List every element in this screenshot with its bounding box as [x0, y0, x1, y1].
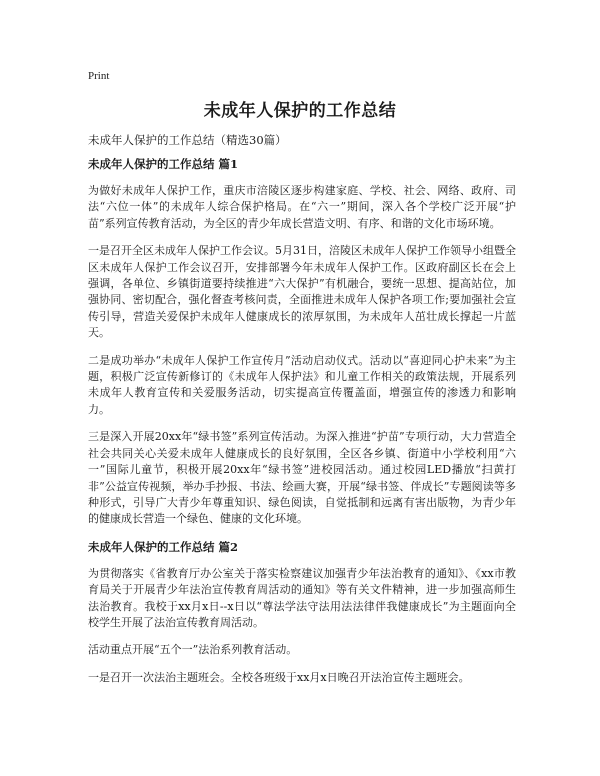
section-heading-1: 未成年人保护的工作总结 篇1: [88, 157, 239, 171]
paragraph: 为做好未成年人保护工作，重庆市涪陵区逐步构建家庭、学校、社会、网络、政府、司法“六位一体”的未成年人综合保护格局。在“六一”期间，深入各个学校广泛开展“护苗”系列宣传教育活动，为全区的青少年成长营造文明、有序、和谐的文化市场环境。: [88, 184, 516, 230]
paragraph: 一是召开一次法治主题班会。全校各班级于xx月x日晚召开法治宣传主题班会。: [88, 670, 470, 684]
page-title: 未成年人保护的工作总结: [203, 101, 397, 121]
document-body: [88, 156, 516, 697]
print-link[interactable]: Print: [88, 70, 110, 82]
section-heading-2: 未成年人保护的工作总结 篇2: [88, 539, 239, 554]
document-subtitle: 未成年人保护的工作总结（精选30篇）: [88, 133, 287, 147]
paragraph: 一是召开全区未成年人保护工作会议。5月31日，涪陵区未成年人保护工作领导小组暨全区未成年人保护工作会议召开，安排部署今年未成年人保护工作。区政府副区长在会上强调，各单位、乡镇街道要持续推进“六大保护”有机融合，要统一思想、提高站位，加强协同、密切配合，强化督查考核问责，全面推进未成年人保护各项工作;要加强社会宣传引导，营造关爱保护未成年人健康成长的浓厚氛围，为未成年人茁壮成长撑起一片蓝天。: [88, 244, 516, 340]
paragraph: 为贯彻落实《省教育厅办公室关于落实检察建议加强青少年法治教育的通知》、《xx市教育局关于开展青少年法治宣传教育周活动的通知》等有关文件精神，进一步加强高师生法治教育。我校于xx月x日--x日以“尊法学法守法用法法律伴我健康成长”为主题面向全校学生开展了法治宣传教育周活动。: [88, 566, 516, 629]
paragraph: 三是深入开展20xx年“绿书签”系列宣传活动。为深入推进“护苗”专项行动，大力营造全社会共同关心关爱未成年人健康成长的良好氛围，全区各乡镇、街道中小学校利用“六一”国际儿童节，积极开展20xx年“绿书签”进校园活动。通过校园LED播放“扫黄打非”公益宣传视频，举办手抄报、书法、绘画大赛，开展“绿书签、伴成长”专题阅读等多种形式，引导广大青少年尊重知识、绿色阅读，自觉抵制和远离有害出版物，为青少年的健康成长营造一个绿色、健康的文化环境。: [88, 430, 516, 526]
paragraph: 活动重点开展“五个一”法治系列教育活动。: [88, 643, 298, 657]
paragraph: 二是成功举办“未成年人保护工作宣传月”活动启动仪式。活动以“喜迎同心护未来”为主题，积极广泛宣传新修订的《未成年人保护法》和儿童工作相关的政策法规，开展系列未成年人教育宣传和关爱服务活动，切实提高宣传覆盖面，增强宣传的渗透力和影响力。: [88, 353, 516, 416]
